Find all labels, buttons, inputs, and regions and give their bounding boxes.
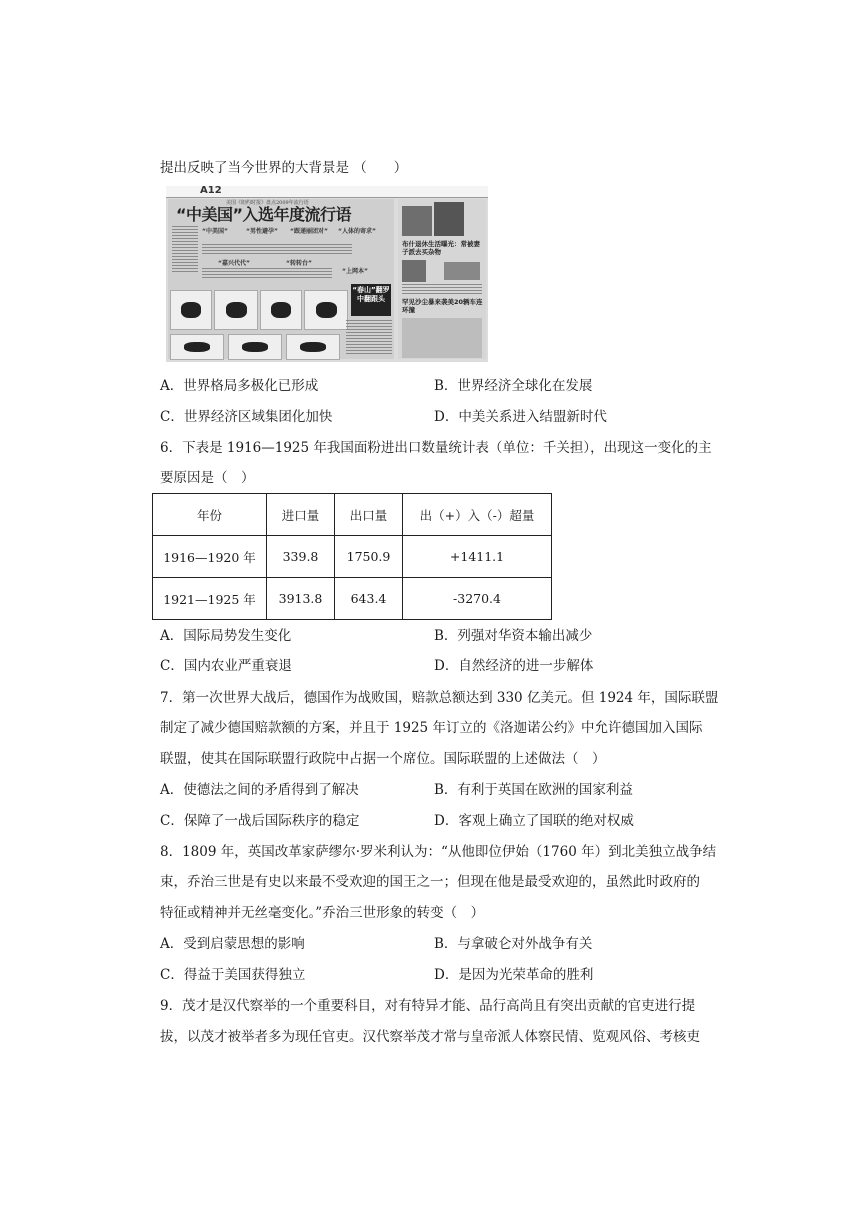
- q5-option-b: B．世界经济全球化在发展: [434, 378, 593, 394]
- table-header: 年份: [153, 494, 267, 536]
- table-header: 出口量: [335, 494, 403, 536]
- panda-headline: “春山”翻罗中翻跟头: [351, 284, 391, 316]
- panda-photo: [286, 334, 340, 360]
- q6-stem-line-1: 6．下表是 1916—1925 年我国面粉进出口数量统计表（单位：千关担），出现这一变化的主: [160, 440, 712, 456]
- panda-photo: [304, 290, 348, 330]
- table-row: [153, 536, 552, 578]
- text-column: [172, 226, 198, 272]
- q5-option-d: D．中美关系进入结盟新时代: [434, 409, 607, 425]
- panda-photo: [228, 334, 282, 360]
- text-column: [202, 268, 332, 278]
- news-photo: [444, 262, 480, 280]
- newspaper-subheadline: 美国《纽约时报》盘点2009年流行语: [226, 200, 309, 206]
- table-cell: +1411.1: [403, 536, 552, 578]
- news-photo: [402, 206, 432, 236]
- text-column: [402, 284, 482, 294]
- table-header: 进口量: [267, 494, 335, 536]
- q8-option-d: D．是因为光荣革命的胜利: [434, 967, 594, 983]
- panda-photo: [170, 290, 212, 330]
- q7-stem-line-3: 联盟，使其在国际联盟行政院中占据一个席位。国际联盟的上述做法（ ）: [160, 751, 606, 767]
- q9-stem-line-2: 拔，以茂才被举者多为现任官吏。汉代察举茂才常与皇帝派人体察民情、览观风俗、考核吏: [160, 1029, 700, 1045]
- q6-option-a: A．国际局势发生变化: [160, 628, 292, 644]
- q5-stem: 提出反映了当今世界的大背景是 （ ）: [160, 160, 408, 176]
- table-row: [153, 578, 552, 620]
- newspaper-headline: “中美国”入选年度流行语: [176, 205, 352, 224]
- table-cell: 3913.8: [267, 578, 335, 620]
- panda-photo: [170, 334, 224, 360]
- text-column: [202, 244, 352, 256]
- q9-stem-line-1: 9．茂才是汉代察举的一个重要科目，对有特异才能、品行高尚且有突出贡献的官吏进行提: [160, 998, 696, 1014]
- news-photo: [402, 318, 482, 358]
- buzzword: “中美国”: [202, 228, 228, 235]
- q7-option-a: A．使德法之间的矛盾得到了解决: [160, 782, 359, 798]
- news-photo: [402, 260, 426, 282]
- table-cell: 339.8: [267, 536, 335, 578]
- q8-stem-line-2: 束，乔治三世是有史以来最不受欢迎的国王之一；但现在他是最受欢迎的，虽然此时政府的: [160, 874, 700, 890]
- panda-photo: [260, 290, 302, 330]
- q8-stem-line-3: 特征或精神并无丝毫变化。”乔治三世形象的转变（ ）: [160, 905, 485, 921]
- q7-option-d: D．客观上确立了国联的绝对权威: [434, 813, 634, 829]
- buzzword: “男性避孕”: [246, 228, 278, 235]
- table-cell: -3270.4: [403, 578, 552, 620]
- table-cell: 1921—1925 年: [153, 578, 267, 620]
- news-photo: [434, 202, 464, 236]
- text-column: [346, 320, 392, 356]
- table-cell: 1750.9: [335, 536, 403, 578]
- panda-photo: [214, 290, 258, 330]
- table-header-row: [153, 494, 552, 536]
- buzzword: “转转台”: [286, 260, 312, 267]
- news-right-headline-2: 罕见沙尘暴来袭美20辆车连环撞: [402, 298, 483, 314]
- page-label: A12: [200, 186, 222, 196]
- q7-stem-line-2: 制定了减少德国赔款额的方案，并且于 1925 年订立的《洛迦诺公约》中允许德国加入国际: [160, 720, 703, 736]
- q6-stem-line-2: 要原因是（ ）: [160, 470, 255, 486]
- q8-option-c: C．得益于美国获得独立: [160, 967, 306, 983]
- table-header: 出（+）入（-）超量: [403, 494, 552, 536]
- q6-option-c: C．国内农业严重衰退: [160, 658, 292, 674]
- buzzword: “嘉兴代代”: [218, 260, 250, 267]
- q6-option-b: B．列强对华资本输出减少: [434, 628, 593, 644]
- news-right-headline-1: 布什退休生活曝光：常被妻子派去买杂物: [402, 240, 480, 256]
- q8-stem-line-1: 8．1809 年，英国改革家萨缪尔·罗米利认为：“从他即位伊始（1760 年）到北美独立战争结: [160, 844, 717, 860]
- q7-option-c: C．保障了一战后国际秩序的稳定: [160, 813, 360, 829]
- q8-option-a: A．受到启蒙思想的影响: [160, 936, 305, 952]
- table-cell: 643.4: [335, 578, 403, 620]
- newspaper-image: [166, 186, 488, 362]
- q5-option-c: C．世界经济区域集团化加快: [160, 409, 333, 425]
- q8-option-b: B．与拿破仑对外战争有关: [434, 936, 593, 952]
- q5-option-a: A．世界格局多极化已形成: [160, 378, 319, 394]
- newspaper-header: [166, 186, 488, 198]
- q7-option-b: B．有利于英国在欧洲的国家利益: [434, 782, 633, 798]
- q6-option-d: D．自然经济的进一步解体: [434, 658, 594, 674]
- flour-trade-table: [152, 493, 552, 620]
- table-cell: 1916—1920 年: [153, 536, 267, 578]
- buzzword: “上网本”: [342, 268, 368, 275]
- q7-stem-line-1: 7．第一次世界大战后，德国作为战败国，赔款总额达到 330 亿美元。但 1924 年，国际联盟: [160, 690, 719, 706]
- buzzword: “跟递丽团对”: [290, 228, 328, 235]
- buzzword: “人体的寄求”: [338, 228, 376, 235]
